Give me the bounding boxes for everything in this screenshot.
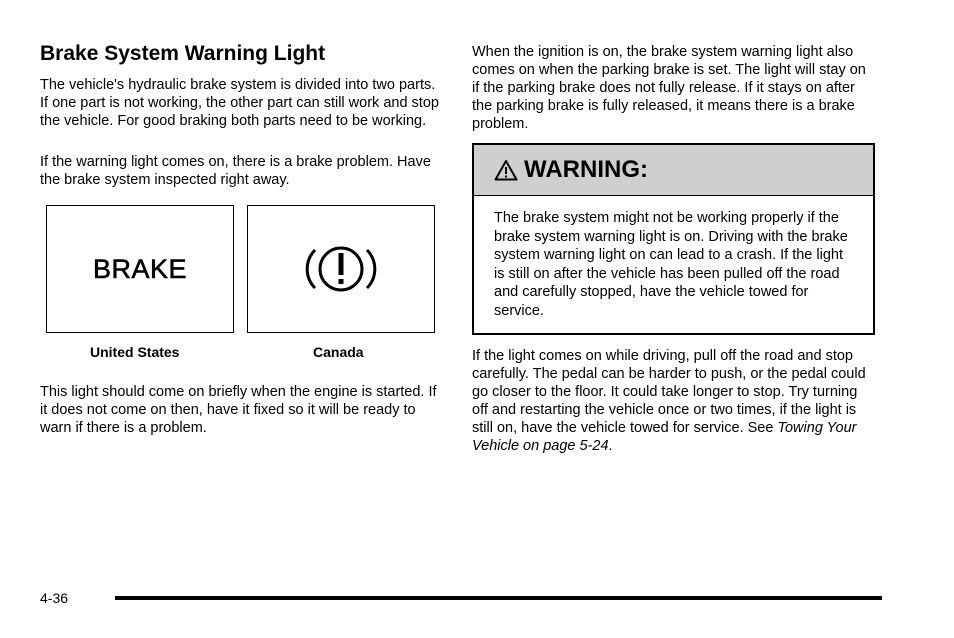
footer-rule (115, 596, 882, 600)
us-brake-symbol-box (46, 205, 234, 333)
driving-paragraph-end: . (608, 438, 613, 454)
warning-box (472, 143, 875, 335)
towing-cross-reference: Towing Your Vehicle on page 5-24 (472, 420, 857, 454)
canada-caption: Canada (313, 344, 364, 360)
warning-body: The brake system might not be working properly if the brake system warning light is on. Driving with the brake system warning light on can lead to a crash. If the light is still on after the vehicle has been pulled off the road and carefully stopped, have the vehicle towed for service. (494, 210, 848, 319)
warning-light-paragraph: If the warning light comes on, there is a brake problem. Have the brake system inspected right away. (40, 154, 431, 188)
warning-title: WARNING: (524, 156, 648, 183)
canada-brake-symbol-box (247, 205, 435, 333)
bulb-check-paragraph: This light should come on briefly when the engine is started. If it does not come on then, have it fixed so it will be ready to warn if there is a problem. (40, 384, 437, 436)
warning-triangle-icon (494, 159, 518, 181)
driving-paragraph-text: If the light comes on while driving, pull off the road and stop carefully. The pedal can be harder to push, or the pedal could go closer to the floor. It could take longer to stop. Try turning off and restarting the vehicle once or two times, if the light is still on, have the vehicle towed for service. See (472, 348, 866, 436)
page-number: 4-36 (40, 590, 69, 606)
us-caption: United States (90, 344, 180, 360)
section-heading: Brake System Warning Light (40, 42, 326, 65)
warning-header (474, 145, 873, 196)
parking-brake-paragraph: When the ignition is on, the brake system warning light also comes on when the parking brake is set. The light will stay on if the parking brake does not fully release. If it stays on after the parking brake is fully released, it means there is a brake problem. (472, 44, 866, 132)
driving-paragraph (472, 347, 874, 455)
brake-symbol-text: BRAKE (92, 253, 188, 284)
brake-warning-exclamation-circle-icon (301, 239, 381, 299)
intro-paragraph: The vehicle's hydraulic brake system is divided into two parts. If one part is not working, the other part can still work and stop the vehicle. For good braking both parts need to be working. (40, 77, 439, 129)
